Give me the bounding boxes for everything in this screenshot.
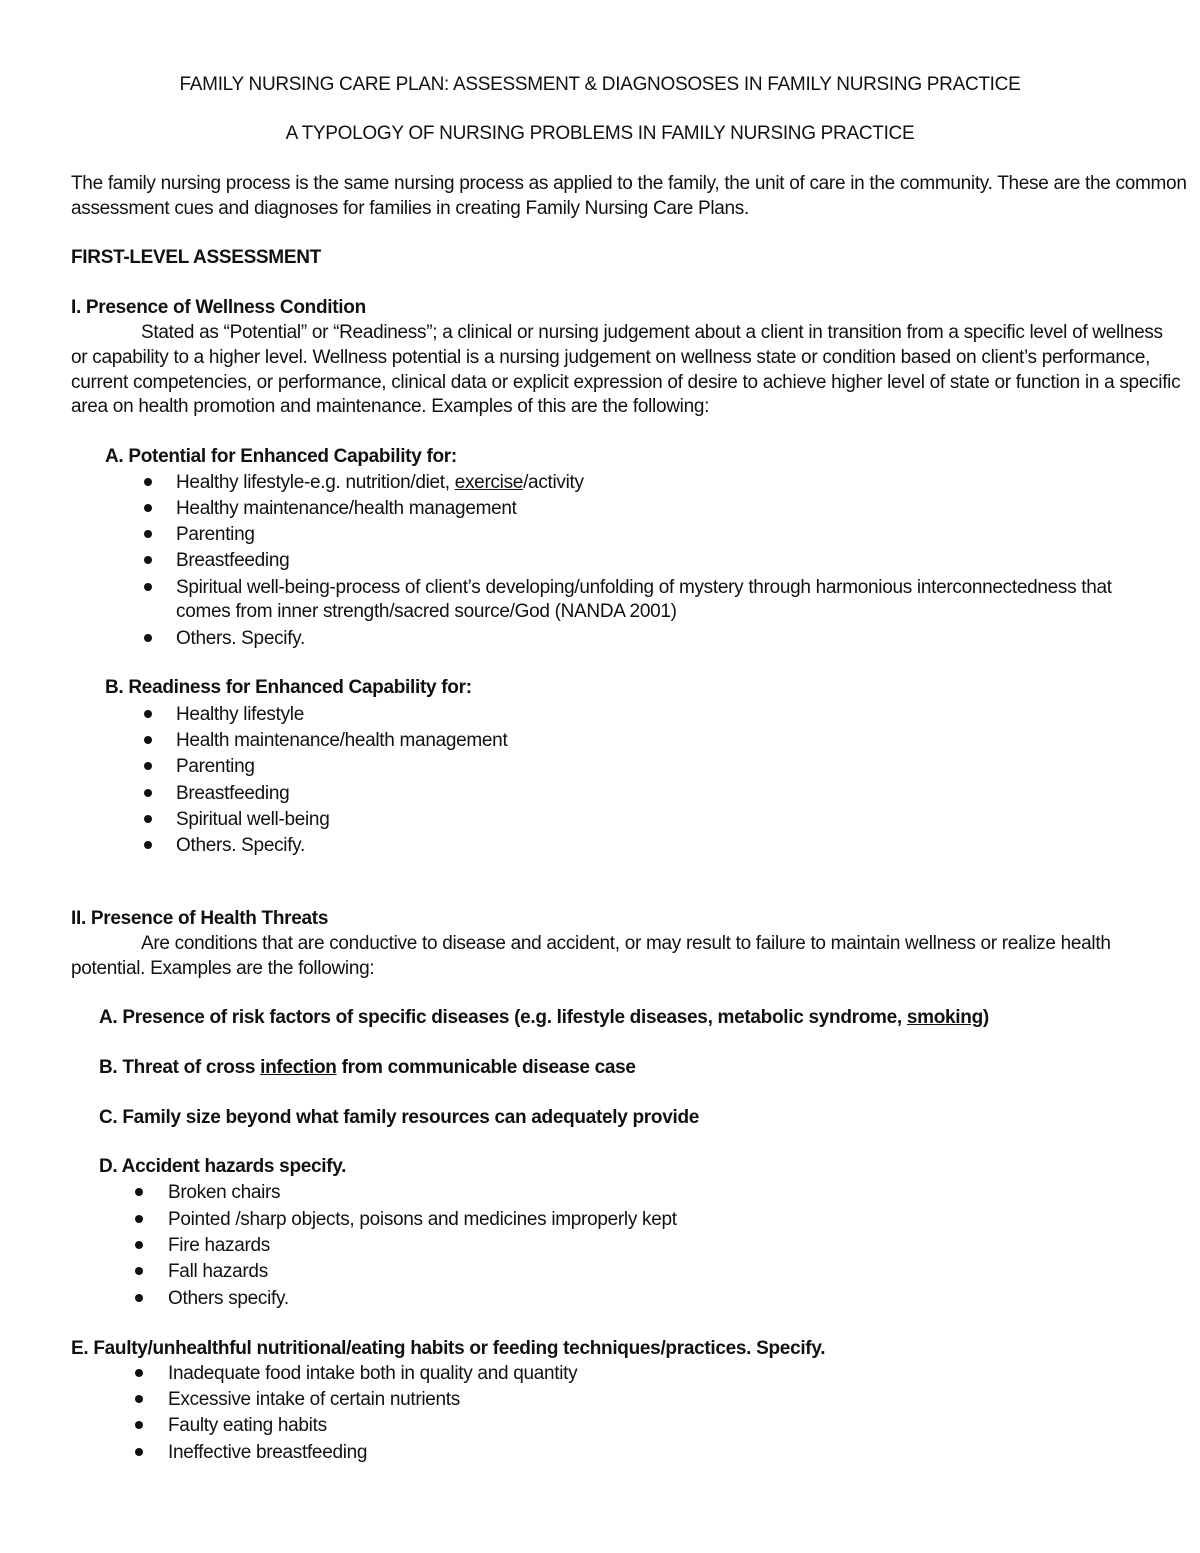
bullet	[135, 1188, 143, 1196]
bullet	[135, 1448, 143, 1456]
heading-text: from communicable disease case	[336, 1057, 636, 1078]
bullet	[144, 478, 152, 486]
section-1-para-line: Stated as “Potential” or “Readiness”; a clinical or nursing judgement about a client in transition from a specific level of wellness	[141, 322, 1163, 343]
intro-line-1: The family nursing process is the same nursing process as applied to the family, the unit of care in the community. These are the common	[71, 173, 1187, 194]
heading-text: A. Presence of risk factors of specific diseases (e.g. lifestyle diseases, metabolic syndrome,	[99, 1007, 907, 1028]
section-1-heading: I. Presence of Wellness Condition	[71, 297, 366, 318]
list-item: Pointed /sharp objects, poisons and medicines improperly kept	[168, 1209, 677, 1230]
subsection-2a-heading	[99, 1005, 989, 1030]
list-item	[176, 470, 584, 495]
list-item: Inadequate food intake both in quality and quantity	[168, 1363, 578, 1384]
list-item: Healthy lifestyle	[176, 704, 304, 725]
subsection-2d-heading: D. Accident hazards specify.	[99, 1156, 347, 1177]
bullet	[144, 710, 152, 718]
subsection-1a-heading: A. Potential for Enhanced Capability for:	[105, 446, 457, 467]
section-1-para-line: current competencies, or performance, clinical data or explicit expression of desire to achieve higher level of state or function in a specific	[71, 372, 1181, 393]
list-item: Health maintenance/health management	[176, 730, 508, 751]
list-item: Excessive intake of certain nutrients	[168, 1389, 460, 1410]
bullet	[135, 1294, 143, 1302]
bullet	[144, 556, 152, 564]
subsection-2c-heading: C. Family size beyond what family resources can adequately provide	[99, 1107, 700, 1128]
bullet	[144, 841, 152, 849]
bullet	[135, 1267, 143, 1275]
list-item-text: Healthy lifestyle-e.g. nutrition/diet,	[176, 472, 455, 493]
list-item: Spiritual well-being-process of client’s developing/unfolding of mystery through harmonious interconnectedness that	[176, 577, 1112, 598]
list-item: Breastfeeding	[176, 783, 290, 804]
list-item-continuation: comes from inner strength/sacred source/God (NANDA 2001)	[176, 601, 677, 622]
bullet	[135, 1421, 143, 1429]
exercise-link[interactable]: exercise	[454, 472, 524, 493]
bullet	[144, 815, 152, 823]
bullet	[144, 504, 152, 512]
subsection-2e-heading: E. Faulty/unhealthful nutritional/eating habits or feeding techniques/practices. Specify.	[71, 1338, 826, 1359]
subsection-2b-heading	[99, 1055, 636, 1080]
list-item: Broken chairs	[168, 1182, 281, 1203]
bullet	[144, 762, 152, 770]
list-item: Others. Specify.	[176, 628, 305, 649]
section-1-para-line: area on health promotion and maintenance. Examples of this are the following:	[71, 396, 710, 417]
list-item: Parenting	[176, 524, 255, 545]
bullet	[135, 1215, 143, 1223]
first-level-heading: FIRST-LEVEL ASSESSMENT	[71, 247, 321, 268]
section-2-heading: II. Presence of Health Threats	[71, 908, 329, 929]
document-title: FAMILY NURSING CARE PLAN: ASSESSMENT & DIAGNOSOSES IN FAMILY NURSING PRACTICE	[179, 74, 1021, 95]
heading-text: B. Threat of cross	[99, 1057, 261, 1078]
list-item: Parenting	[176, 756, 255, 777]
section-1-para-line: or capability to a higher level. Wellness potential is a nursing judgement on wellness state or condition based on client’s performance,	[71, 347, 1151, 368]
intro-line-2: assessment cues and diagnoses for families in creating Family Nursing Care Plans.	[71, 198, 749, 219]
list-item: Others specify.	[168, 1288, 289, 1309]
list-item: Spiritual well-being	[176, 809, 330, 830]
smoking-link[interactable]: smoking	[906, 1007, 983, 1028]
infection-link[interactable]: infection	[260, 1057, 337, 1078]
bullet	[144, 634, 152, 642]
bullet	[144, 583, 152, 591]
list-item: Fire hazards	[168, 1235, 270, 1256]
subsection-1b-heading: B. Readiness for Enhanced Capability for:	[105, 677, 472, 698]
bullet	[144, 789, 152, 797]
list-item: Healthy maintenance/health management	[176, 498, 517, 519]
list-item: Faulty eating habits	[168, 1415, 327, 1436]
list-item: Others. Specify.	[176, 835, 305, 856]
section-2-para-line: potential. Examples are the following:	[71, 958, 375, 979]
section-2-para-line: Are conditions that are conductive to disease and accident, or may result to failure to maintain wellness or realize health	[141, 933, 1111, 954]
list-item-text: /activity	[523, 472, 584, 493]
list-item: Fall hazards	[168, 1261, 268, 1282]
bullet	[135, 1395, 143, 1403]
bullet	[144, 736, 152, 744]
bullet	[144, 530, 152, 538]
list-item: Ineffective breastfeeding	[168, 1442, 368, 1463]
bullet	[135, 1369, 143, 1377]
document-subtitle: A TYPOLOGY OF NURSING PROBLEMS IN FAMILY NURSING PRACTICE	[285, 123, 915, 144]
heading-text: )	[982, 1007, 989, 1028]
list-item: Breastfeeding	[176, 550, 290, 571]
bullet	[135, 1241, 143, 1249]
